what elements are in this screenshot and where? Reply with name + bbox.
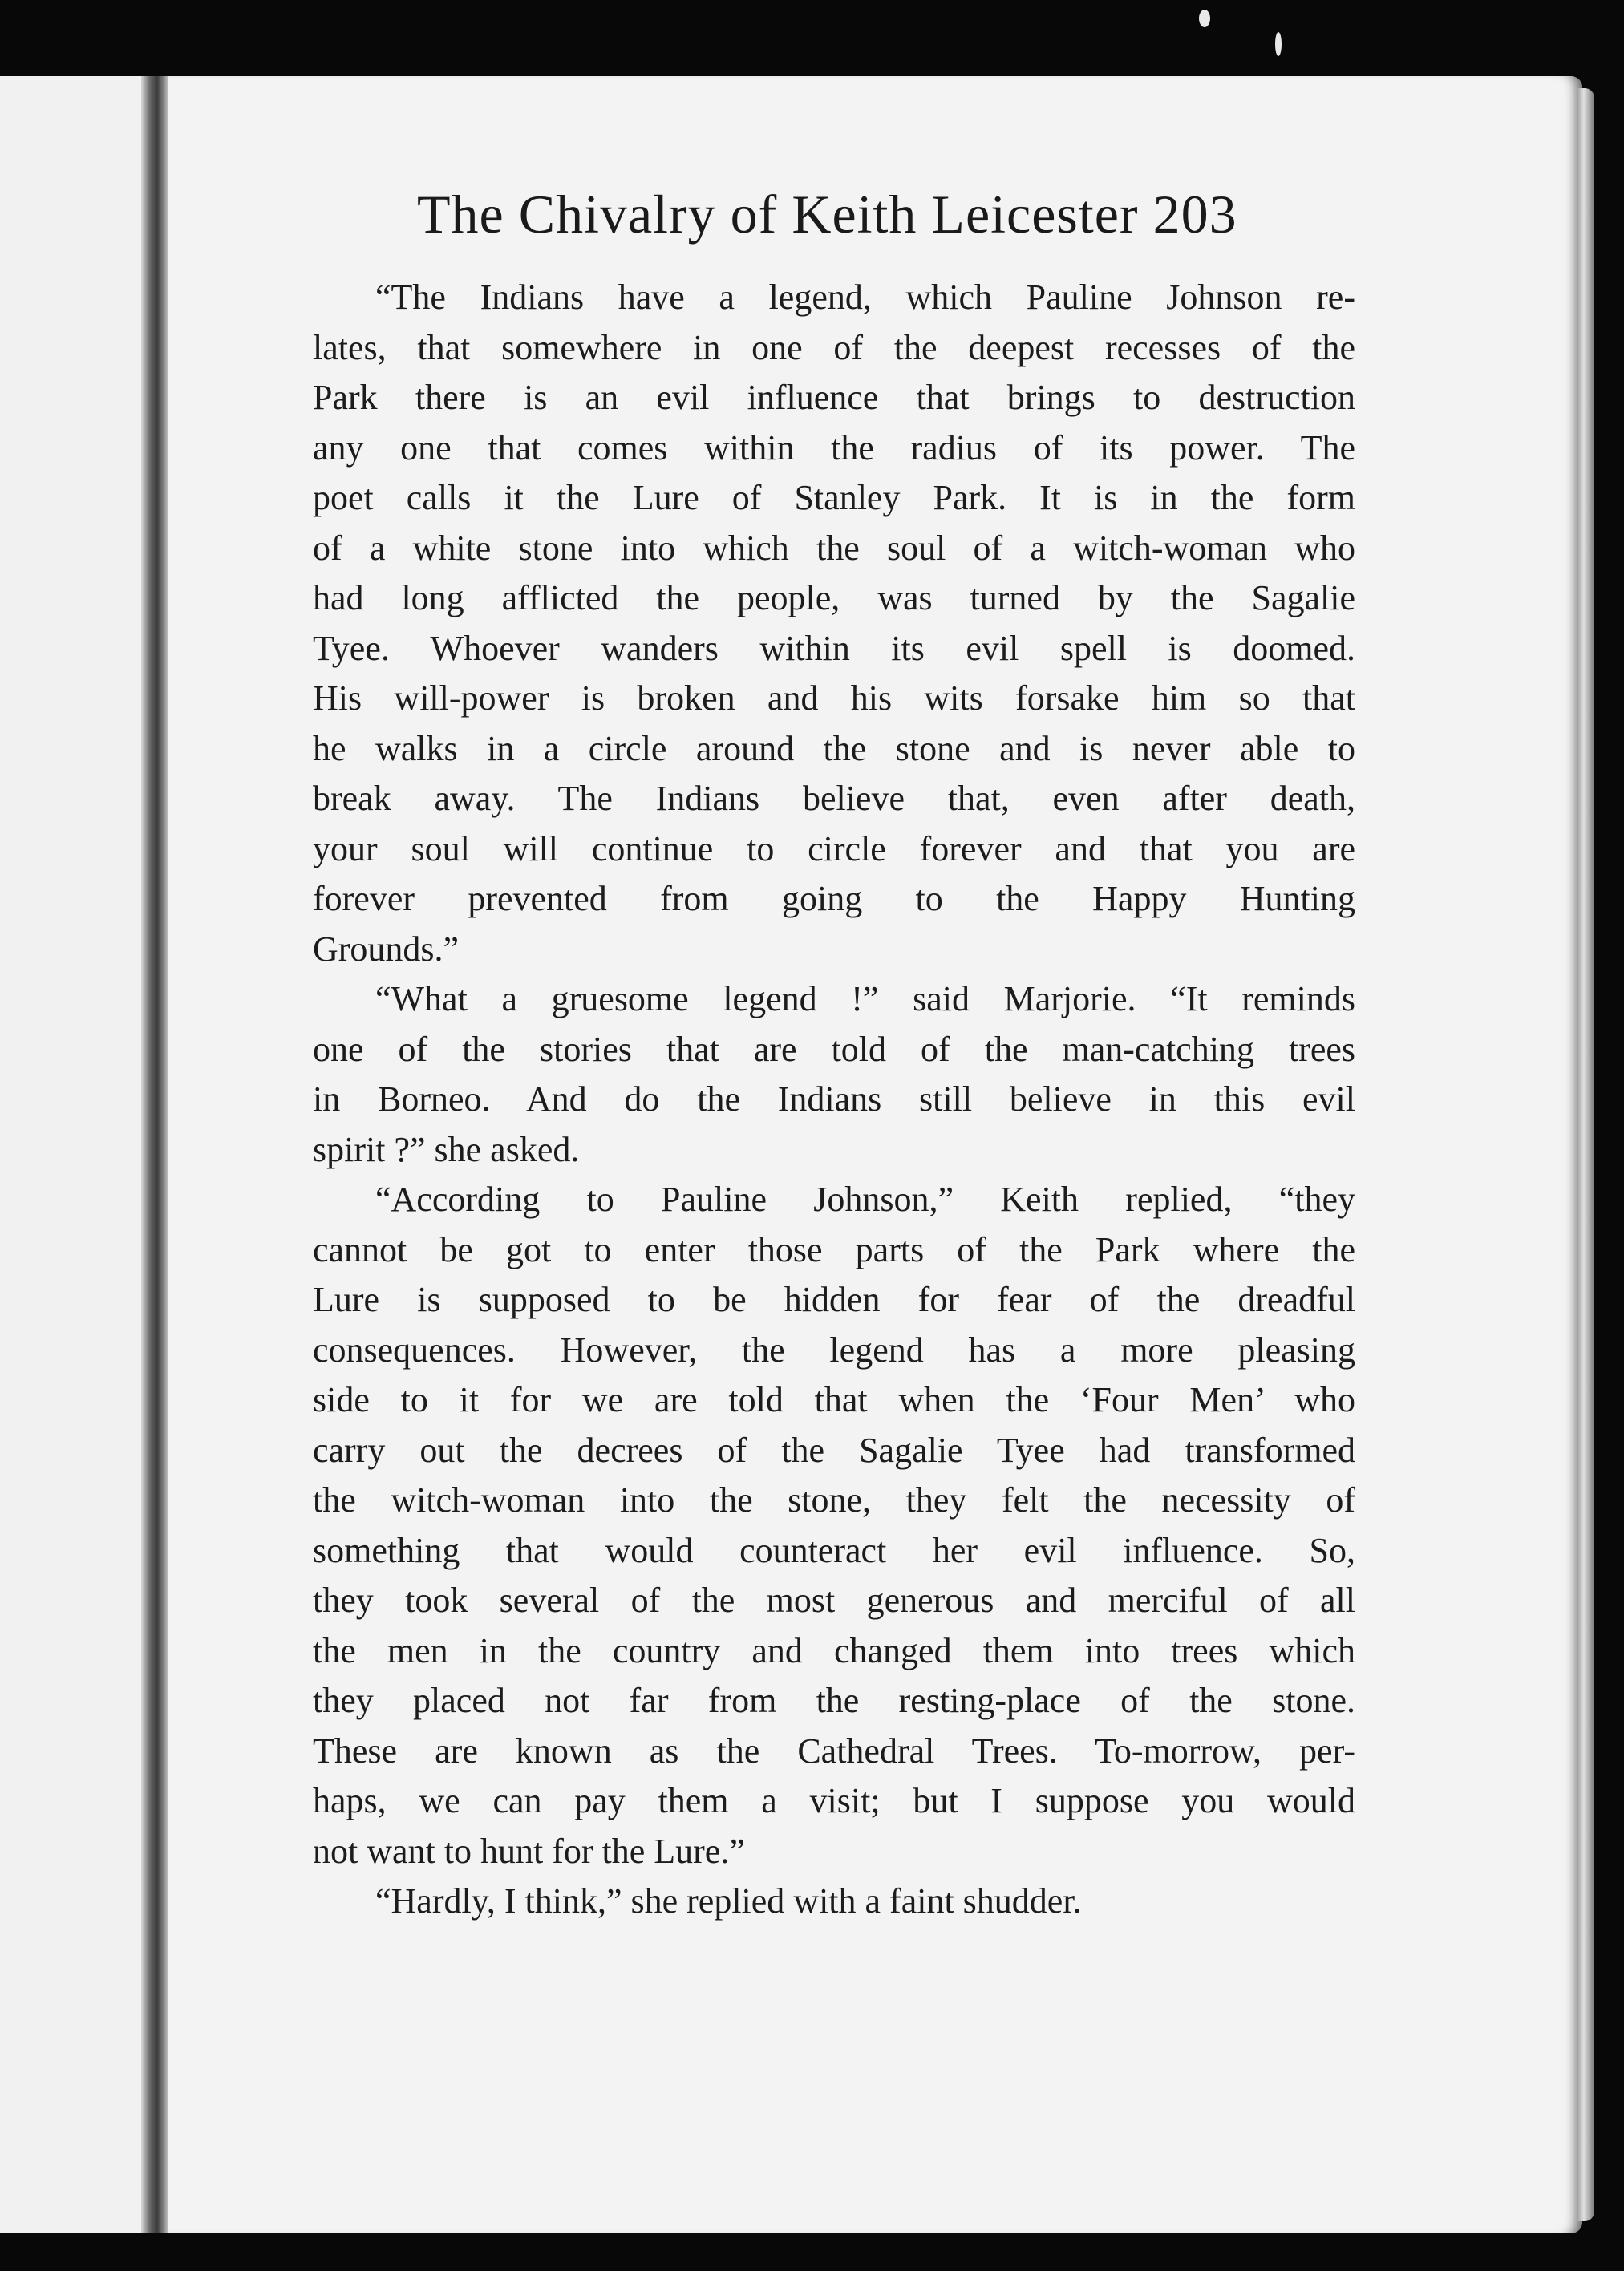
text-line: consequences. However, the legend has a more pleasing [313, 1330, 1355, 1370]
text-line: Lure is supposed to be hidden for fear of the dreadful [313, 1280, 1355, 1319]
dust-speck [1275, 32, 1282, 56]
text-line: something that would counteract her evil influence. So, [313, 1530, 1355, 1570]
running-title: The Chivalry of Keith Leicester [417, 184, 1139, 245]
text-line: Park there is an evil influence that brings to destruction [313, 378, 1355, 417]
text-line: the men in the country and changed them into trees which [313, 1630, 1355, 1670]
dust-speck [1199, 10, 1210, 27]
text-line: one of the stories that are told of the man-catching trees [313, 1029, 1355, 1069]
text-line: not want to hunt for the Lure.” [313, 1831, 745, 1871]
text-line: “The Indians have a legend, which Pauline Johnson re- [375, 277, 1355, 317]
text-line: forever prevented from going to the Happy Hunting [313, 879, 1355, 918]
text-line: they placed not far from the resting-place of the stone. [313, 1681, 1355, 1720]
text-line: Tyee. Whoever wanders within its evil spell is doomed. [313, 628, 1355, 668]
text-line: break away. The Indians believe that, even after death, [313, 779, 1355, 818]
paragraph [313, 273, 1355, 974]
text-line: lates, that somewhere in one of the deepest recesses of the [313, 327, 1355, 367]
page-body-text [313, 273, 1355, 1927]
facing-page-edge [0, 76, 157, 2233]
paragraph [313, 1175, 1355, 1876]
text-line: your soul will continue to circle forever and that you are [313, 828, 1355, 868]
text-line: in Borneo. And do the Indians still believe in this evil [313, 1079, 1355, 1119]
text-line: the witch-woman into the stone, they felt the necessity of [313, 1480, 1355, 1520]
text-line: His will-power is broken and his wits forsake him so that [313, 678, 1355, 718]
text-line: cannot be got to enter those parts of the Park where the [313, 1229, 1355, 1269]
page-edge-shadow [1577, 88, 1594, 2221]
text-line: “According to Pauline Johnson,” Keith replied, “they [375, 1180, 1355, 1219]
text-line: Grounds.” [313, 929, 460, 969]
text-line: they took several of the most generous and merciful of all [313, 1581, 1355, 1620]
text-line: any one that comes within the radius of its power. The [313, 427, 1355, 468]
text-line: “Hardly, I think,” she replied with a faint shudder. [375, 1881, 1082, 1921]
text-line: of a white stone into which the soul of a witch-woman who [313, 528, 1355, 568]
book-gutter [141, 76, 170, 2233]
text-line: spirit ?” she asked. [313, 1129, 580, 1169]
page-number: 203 [1152, 184, 1237, 245]
paragraph [313, 974, 1355, 1175]
running-header [417, 183, 1355, 246]
text-line: side to it for we are told that when the ‘Four Men’ who [313, 1380, 1355, 1419]
text-line: These are known as the Cathedral Trees. To-morrow, per- [313, 1731, 1355, 1771]
paragraph [313, 1876, 1355, 1927]
text-line: “What a gruesome legend !” said Marjorie. “It reminds [375, 979, 1355, 1018]
text-line: he walks in a circle around the stone and is never able to [313, 728, 1355, 768]
text-line: poet calls it the Lure of Stanley Park. It is in the form [313, 478, 1355, 517]
text-line: haps, we can pay them a visit; but I suppose you would [313, 1781, 1355, 1820]
text-line: had long afflicted the people, was turned by the Sagalie [313, 578, 1355, 617]
text-line: carry out the decrees of the Sagalie Tyee had transformed [313, 1430, 1355, 1470]
